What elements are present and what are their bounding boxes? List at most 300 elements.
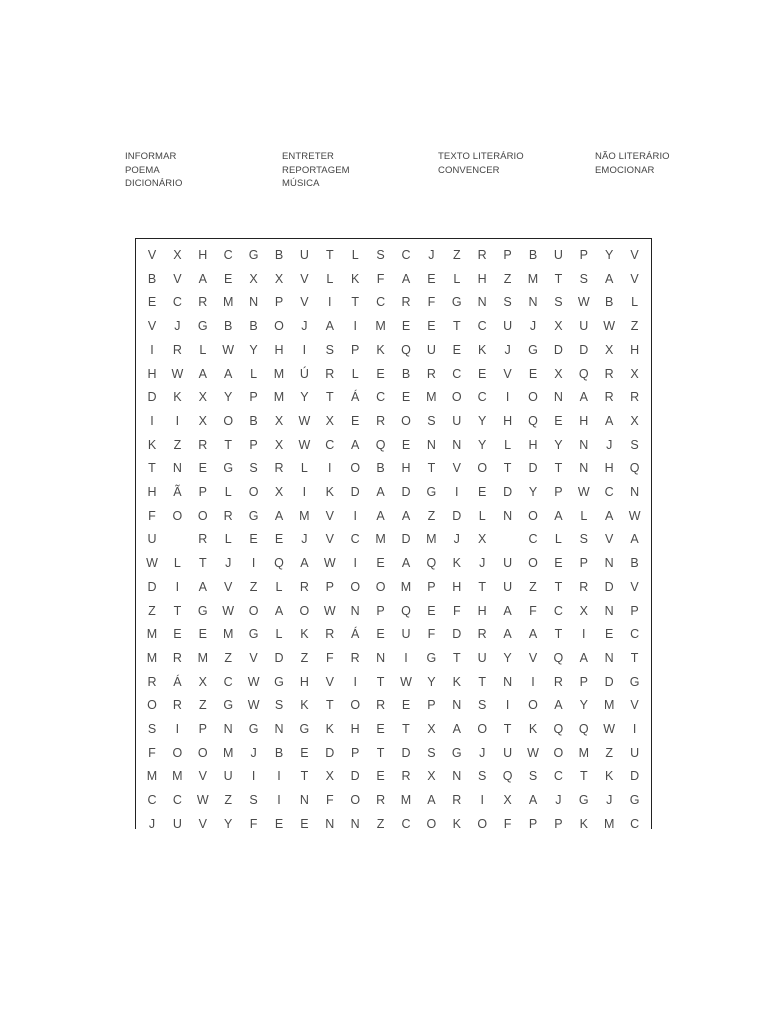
- word-list-item: ENTRETER: [282, 151, 334, 162]
- grid-cell: V: [249, 650, 258, 665]
- grid-cell: R: [299, 579, 309, 594]
- grid-cell: C: [350, 532, 360, 547]
- grid-cell: A: [605, 271, 614, 286]
- grid-cell: C: [477, 390, 487, 405]
- grid-cell: A: [401, 271, 411, 286]
- grid-cell: H: [477, 603, 487, 618]
- grid-cell: R: [579, 579, 589, 594]
- grid-cell: S: [554, 295, 563, 310]
- grid-cell: V: [528, 650, 538, 665]
- grid-row: [136, 434, 651, 458]
- grid-cell: P: [528, 816, 538, 829]
- grid-row: [136, 457, 651, 481]
- grid-cell: D: [350, 769, 360, 784]
- grid-cell: Z: [605, 745, 613, 760]
- grid-cell: J: [479, 556, 486, 571]
- grid-cell: M: [426, 390, 437, 405]
- grid-cell: I: [150, 413, 154, 428]
- grid-row: [136, 244, 651, 268]
- grid-cell: L: [300, 461, 308, 476]
- grid-cell: X: [554, 366, 563, 381]
- grid-cell: G: [426, 650, 437, 665]
- grid-cell: C: [172, 793, 182, 808]
- grid-cell: S: [630, 437, 639, 452]
- grid-cell: M: [426, 532, 437, 547]
- grid-cell: N: [452, 437, 462, 452]
- grid-cell: Q: [578, 722, 589, 736]
- grid-cell: V: [325, 532, 334, 547]
- grid-cell: W: [146, 556, 158, 571]
- grid-cell: P: [249, 390, 258, 405]
- grid-cell: B: [249, 319, 258, 334]
- grid-cell: R: [172, 650, 182, 665]
- grid-cell: J: [555, 793, 562, 808]
- grid-cell: P: [503, 248, 512, 262]
- word-list-item: REPORTAGEM: [282, 164, 350, 176]
- grid-cell: M: [146, 627, 158, 642]
- grid-cell: K: [300, 627, 309, 642]
- grid-cell: R: [604, 390, 614, 405]
- grid-cell: W: [400, 674, 412, 689]
- grid-cell: P: [630, 603, 639, 618]
- word-list-item: DICIONÁRIO: [125, 178, 183, 189]
- grid-cell: R: [604, 366, 614, 381]
- grid-cell: E: [605, 627, 614, 642]
- grid-cell: M: [172, 769, 183, 784]
- grid-cell: T: [402, 722, 410, 736]
- grid-cell: C: [452, 366, 462, 381]
- grid-cell: X: [605, 342, 614, 357]
- grid-cell: E: [224, 271, 233, 286]
- grid-cell: G: [299, 722, 310, 736]
- grid-row: [136, 813, 651, 829]
- grid-cell: O: [477, 461, 488, 476]
- grid-cell: C: [223, 248, 233, 262]
- grid-cell: U: [147, 532, 157, 547]
- grid-cell: R: [350, 650, 360, 665]
- grid-cell: O: [299, 603, 310, 618]
- grid-cell: K: [478, 342, 487, 357]
- grid-cell: L: [554, 532, 562, 547]
- grid-cell: A: [325, 319, 334, 334]
- grid-cell: D: [452, 508, 462, 523]
- grid-cell: X: [198, 674, 207, 689]
- grid-cell: R: [630, 390, 640, 405]
- grid-cell: Y: [478, 413, 487, 428]
- grid-cell: K: [147, 437, 157, 452]
- grid-cell: I: [353, 556, 357, 571]
- grid-row: [136, 315, 651, 339]
- grid-cell: D: [604, 674, 614, 689]
- grid-cell: I: [505, 698, 510, 713]
- grid-cell: D: [528, 461, 538, 476]
- grid-cell: I: [150, 342, 154, 357]
- grid-cell: A: [274, 508, 284, 523]
- grid-row: [136, 552, 651, 576]
- grid-cell: A: [401, 556, 411, 571]
- grid-cell: I: [328, 295, 332, 310]
- grid-cell: F: [148, 508, 156, 523]
- grid-cell: X: [249, 271, 258, 286]
- grid-cell: U: [503, 579, 513, 594]
- grid-cell: L: [173, 556, 181, 571]
- grid-cell: X: [274, 271, 284, 286]
- grid-cell: O: [197, 508, 208, 523]
- grid-cell: I: [404, 650, 408, 665]
- grid-cell: O: [375, 579, 386, 594]
- grid-cell: T: [173, 603, 182, 618]
- grid-cell: G: [426, 485, 437, 499]
- grid-cell: A: [198, 579, 207, 594]
- grid-cell: L: [275, 579, 283, 594]
- grid-cell: Z: [249, 579, 258, 594]
- grid-cell: M: [603, 816, 615, 829]
- grid-cell: J: [301, 532, 308, 547]
- word-list-item: EMOCIONAR: [595, 164, 655, 176]
- grid-cell: G: [451, 295, 462, 310]
- grid-cell: W: [247, 674, 260, 689]
- grid-cell: I: [277, 769, 281, 784]
- grid-row: [136, 694, 651, 718]
- grid-cell: J: [606, 437, 613, 452]
- grid-cell: M: [222, 745, 234, 760]
- grid-cell: Z: [224, 650, 232, 665]
- grid-cell: P: [554, 485, 563, 499]
- grid-cell: S: [274, 698, 284, 713]
- grid-cell: I: [480, 793, 484, 808]
- grid-row: [136, 410, 651, 434]
- grid-cell: B: [249, 413, 258, 428]
- grid-cell: G: [629, 674, 640, 689]
- grid-cell: R: [401, 295, 411, 310]
- grid-cell: T: [427, 461, 436, 476]
- grid-cell: D: [147, 579, 157, 594]
- grid-cell: V: [325, 674, 334, 689]
- grid-cell: J: [301, 319, 308, 334]
- grid-cell: X: [503, 793, 512, 808]
- grid-cell: E: [452, 342, 461, 357]
- grid-cell: N: [249, 295, 259, 310]
- grid-cell: E: [427, 271, 436, 286]
- grid-cell: O: [248, 603, 259, 618]
- grid-cell: X: [630, 366, 639, 381]
- grid-cell: K: [579, 816, 588, 829]
- grid-cell: O: [147, 698, 157, 713]
- grid-cell: A: [605, 508, 614, 523]
- grid-cell: T: [224, 437, 232, 452]
- grid-row: [136, 765, 651, 789]
- grid-cell: Y: [224, 816, 233, 829]
- grid-cell: Q: [274, 556, 284, 571]
- grid-cell: E: [376, 627, 385, 642]
- grid-cell: R: [376, 698, 386, 713]
- grid-cell: B: [401, 366, 411, 381]
- grid-cell: M: [578, 745, 589, 760]
- grid-cell: U: [223, 769, 233, 784]
- grid-cell: S: [478, 769, 487, 784]
- grid-cell: E: [351, 413, 360, 428]
- grid-cell: W: [298, 413, 311, 428]
- grid-cell: Ã: [173, 485, 182, 499]
- grid-cell: H: [604, 461, 614, 476]
- grid-cell: K: [452, 674, 461, 689]
- grid-cell: P: [249, 437, 258, 452]
- grid-cell: A: [198, 271, 207, 286]
- grid-cell: I: [175, 579, 180, 594]
- grid-cell: M: [273, 366, 285, 381]
- grid-cell: E: [376, 722, 385, 736]
- grid-cell: P: [579, 556, 588, 571]
- grid-cell: N: [604, 556, 614, 571]
- grid-cell: D: [401, 532, 411, 547]
- grid-cell: K: [173, 390, 182, 405]
- grid-cell: T: [630, 650, 639, 665]
- grid-cell: T: [300, 769, 309, 784]
- grid-cell: N: [579, 461, 589, 476]
- grid-cell: L: [504, 437, 512, 452]
- grid-cell: O: [350, 698, 361, 713]
- grid-cell: V: [503, 366, 512, 381]
- grid-cell: G: [248, 722, 259, 736]
- grid-cell: K: [605, 769, 614, 784]
- grid-cell: M: [273, 390, 285, 405]
- grid-cell: Q: [502, 769, 513, 784]
- grid-cell: I: [353, 674, 357, 689]
- grid-cell: R: [477, 627, 487, 642]
- grid-cell: I: [531, 674, 535, 689]
- grid-cell: T: [325, 698, 334, 713]
- grid-row: [136, 576, 651, 600]
- grid-cell: T: [452, 319, 461, 334]
- grid-cell: P: [198, 485, 207, 499]
- grid-cell: H: [401, 461, 411, 476]
- word-list-item: CONVENCER: [438, 164, 500, 176]
- grid-row: [136, 789, 651, 813]
- grid-cell: T: [376, 674, 385, 689]
- grid-cell: T: [478, 674, 486, 689]
- grid-cell: E: [554, 413, 563, 428]
- grid-cell: J: [148, 816, 156, 829]
- grid-cell: O: [350, 793, 361, 808]
- grid-cell: Y: [554, 437, 563, 452]
- grid-cell: R: [172, 342, 182, 357]
- grid-cell: Q: [375, 437, 386, 452]
- grid-cell: X: [554, 319, 563, 334]
- grid-cell: Z: [148, 603, 156, 618]
- grid-cell: O: [172, 745, 183, 760]
- grid-cell: A: [528, 793, 538, 808]
- grid-cell: I: [632, 722, 637, 736]
- grid-cell: N: [223, 722, 233, 736]
- word-list-column: [125, 150, 275, 191]
- grid-cell: J: [428, 248, 435, 262]
- grid-cell: V: [630, 579, 639, 594]
- grid-cell: V: [452, 461, 461, 476]
- grid-cell: T: [503, 722, 512, 736]
- grid-cell: D: [401, 485, 411, 499]
- grid-cell: Y: [224, 390, 233, 405]
- grid-cell: W: [527, 745, 539, 760]
- grid-cell: S: [147, 722, 157, 736]
- grid-cell: N: [325, 816, 335, 829]
- grid-cell: S: [249, 793, 258, 808]
- grid-cell: N: [630, 485, 640, 499]
- grid-cell: E: [401, 698, 411, 713]
- grid-cell: V: [198, 769, 207, 784]
- grid-row: [136, 718, 651, 742]
- grid-cell: H: [477, 271, 487, 286]
- grid-cell: Q: [553, 650, 564, 665]
- grid-cell: J: [174, 319, 181, 334]
- grid-cell: M: [400, 579, 412, 594]
- grid-cell: D: [147, 390, 157, 405]
- grid-cell: G: [248, 627, 259, 642]
- grid-cell: Y: [503, 650, 512, 665]
- grid-cell: F: [452, 603, 461, 618]
- grid-cell: R: [198, 532, 208, 547]
- grid-cell: T: [554, 271, 563, 286]
- grid-cell: H: [198, 248, 208, 262]
- grid-cell: O: [350, 461, 361, 476]
- grid-cell: D: [274, 650, 284, 665]
- grid-cell: U: [503, 556, 513, 571]
- grid-cell: A: [503, 627, 512, 642]
- grid-cell: Y: [579, 698, 588, 713]
- grid-cell: Y: [478, 437, 487, 452]
- grid-cell: B: [630, 556, 639, 571]
- grid-cell: E: [376, 769, 385, 784]
- grid-cell: Z: [300, 650, 309, 665]
- grid-cell: O: [528, 698, 538, 713]
- grid-cell: I: [505, 390, 510, 405]
- grid-cell: E: [173, 627, 182, 642]
- grid-cell: G: [528, 342, 538, 357]
- grid-cell: W: [323, 603, 336, 618]
- grid-cell: H: [579, 413, 589, 428]
- grid-cell: J: [479, 745, 486, 760]
- grid-cell: Z: [376, 816, 385, 829]
- grid-cell: L: [224, 485, 232, 499]
- grid-cell: C: [376, 390, 386, 405]
- grid-cell: U: [553, 248, 563, 262]
- grid-cell: Q: [629, 461, 640, 476]
- grid-cell: W: [603, 722, 616, 736]
- grid-cell: Z: [503, 271, 512, 286]
- grid-cell: O: [172, 508, 183, 523]
- grid-cell: O: [223, 413, 234, 428]
- grid-cell: X: [173, 248, 182, 262]
- grid-cell: A: [376, 485, 385, 499]
- grid-cell: H: [147, 485, 157, 499]
- grid-cell: A: [376, 508, 385, 523]
- grid-cell: R: [426, 366, 436, 381]
- grid-cell: Q: [553, 722, 564, 736]
- grid-cell: C: [477, 319, 487, 334]
- grid-cell: M: [197, 650, 208, 665]
- grid-row: [136, 481, 651, 505]
- grid-cell: H: [528, 437, 538, 452]
- grid-cell: F: [503, 816, 512, 829]
- grid-cell: R: [477, 248, 487, 262]
- grid-cell: M: [299, 508, 310, 523]
- grid-cell: Z: [173, 437, 182, 452]
- grid-cell: X: [198, 390, 207, 405]
- grid-cell: I: [353, 508, 357, 523]
- grid-cell: R: [198, 437, 208, 452]
- grid-row: [136, 647, 651, 671]
- grid-cell: W: [222, 342, 235, 357]
- grid-cell: P: [579, 674, 588, 689]
- grid-cell: I: [251, 769, 256, 784]
- grid-cell: E: [401, 390, 411, 405]
- grid-cell: J: [453, 532, 460, 547]
- grid-cell: T: [376, 745, 385, 760]
- grid-cell: R: [376, 793, 386, 808]
- grid-cell: Z: [630, 319, 639, 334]
- grid-cell: D: [503, 485, 513, 499]
- grid-cell: P: [554, 816, 563, 829]
- grid-cell: G: [274, 674, 284, 689]
- grid-cell: E: [427, 603, 436, 618]
- grid-cell: W: [298, 437, 311, 452]
- grid-cell: F: [376, 271, 385, 286]
- grid-cell: A: [554, 698, 563, 713]
- grid-cell: F: [529, 603, 537, 618]
- grid-cell: W: [577, 295, 590, 310]
- grid-cell: L: [250, 366, 258, 381]
- grid-cell: Y: [605, 248, 614, 262]
- grid-cell: Q: [528, 413, 538, 428]
- grid-cell: I: [175, 722, 180, 736]
- grid-cell: E: [554, 556, 563, 571]
- grid-cell: F: [325, 650, 334, 665]
- word-list-column: [282, 150, 432, 191]
- grid-cell: B: [605, 295, 614, 310]
- grid-row: [136, 623, 651, 647]
- grid-cell: J: [606, 793, 613, 808]
- grid-cell: G: [248, 508, 259, 523]
- word-list-column: [595, 150, 745, 177]
- grid-cell: X: [579, 603, 588, 618]
- grid-cell: H: [630, 342, 640, 357]
- grid-cell: T: [554, 579, 563, 594]
- grid-cell: X: [274, 413, 284, 428]
- grid-cell: G: [197, 603, 208, 618]
- grid-cell: N: [528, 295, 538, 310]
- grid-cell: E: [300, 745, 309, 760]
- grid-cell: W: [628, 508, 641, 523]
- grid-cell: L: [478, 508, 486, 523]
- grid-cell: T: [351, 295, 359, 310]
- grid-cell: E: [249, 532, 258, 547]
- grid-cell: R: [553, 674, 563, 689]
- grid-cell: L: [580, 508, 588, 523]
- grid-cell: I: [302, 485, 307, 499]
- grid-cell: X: [325, 769, 334, 784]
- grid-cell: A: [198, 366, 207, 381]
- grid-cell: D: [401, 745, 411, 760]
- grid-cell: K: [376, 342, 385, 357]
- word-list-item: POEMA: [125, 164, 160, 176]
- grid-cell: A: [401, 508, 411, 523]
- grid-cell: L: [199, 342, 207, 357]
- word-search-grid: [135, 238, 652, 829]
- grid-cell: D: [350, 485, 360, 499]
- grid-cell: V: [300, 295, 309, 310]
- grid-cell: P: [325, 579, 334, 594]
- grid-cell: E: [300, 816, 309, 829]
- grid-cell: N: [604, 650, 614, 665]
